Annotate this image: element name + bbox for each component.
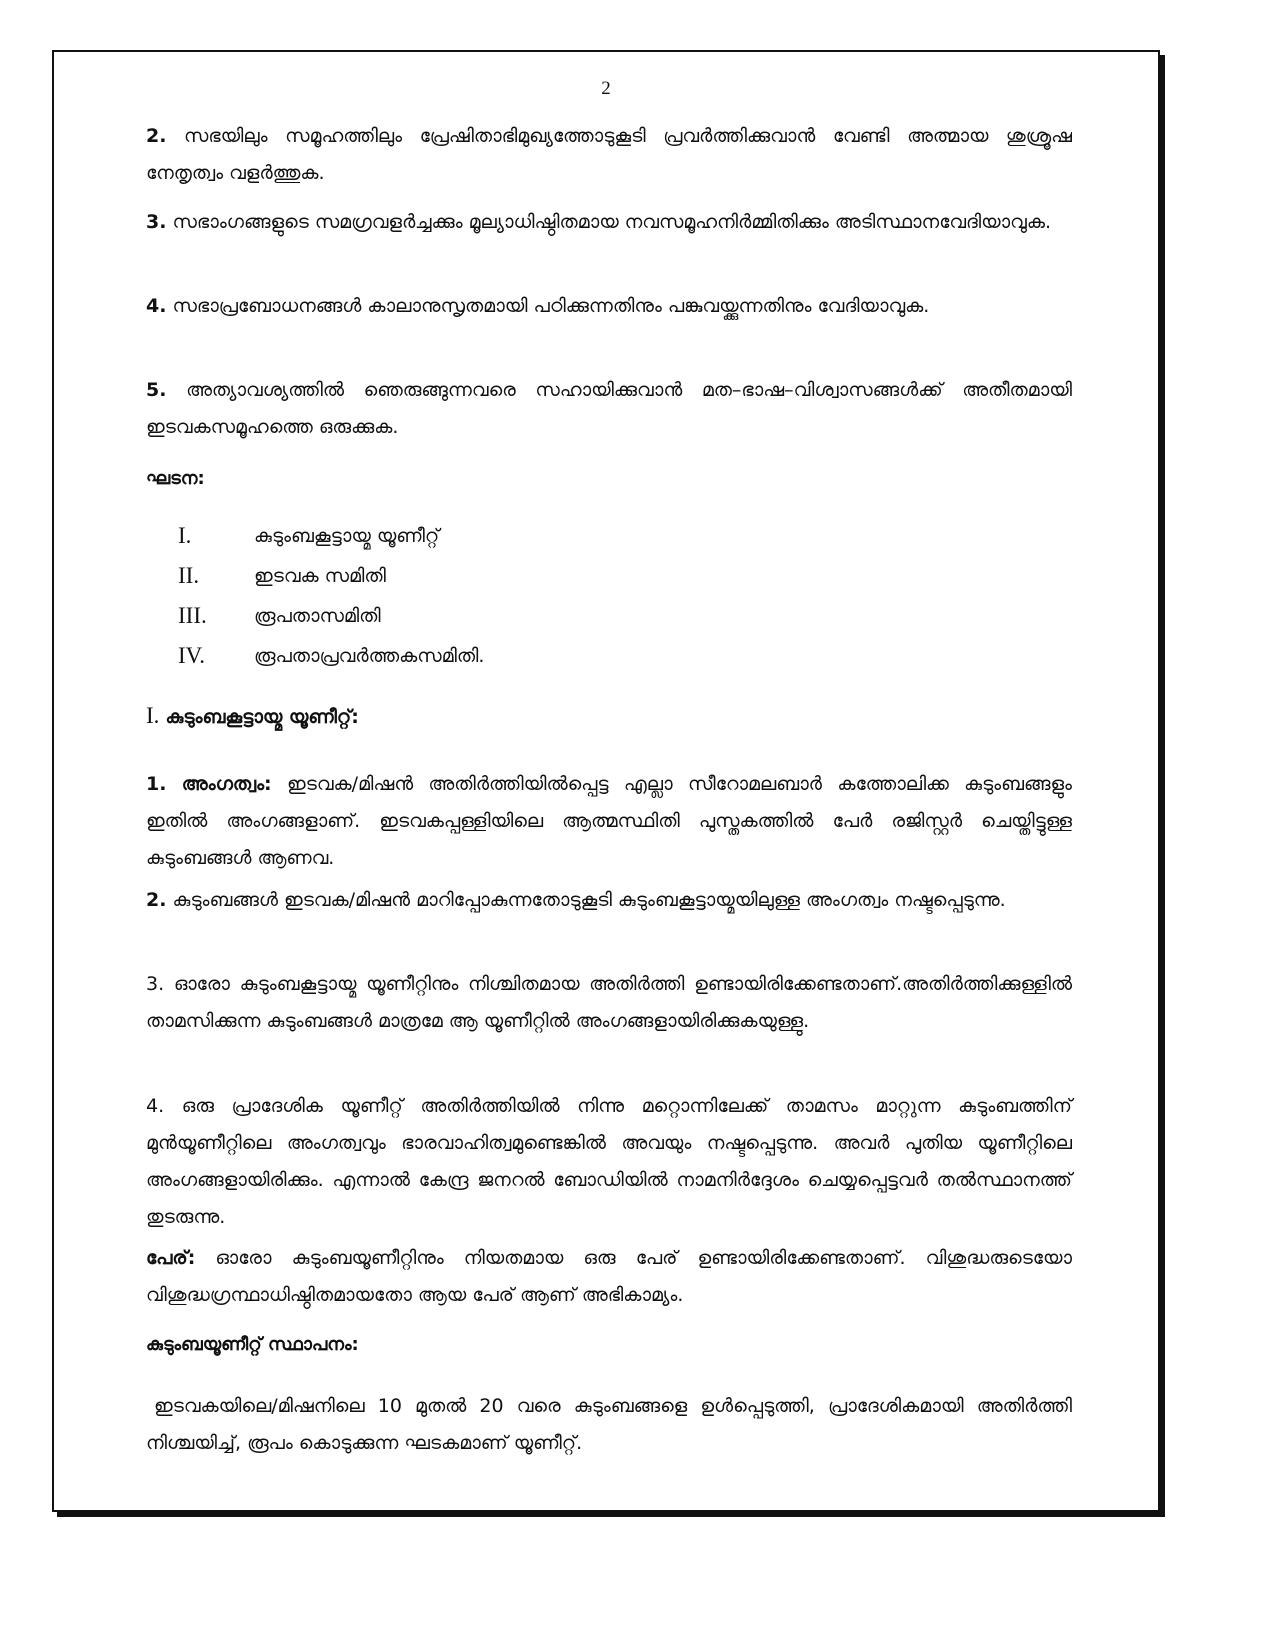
list-item: [146, 636, 1072, 676]
section-title-text: കുടുംബകൂട്ടായ്മ യൂണീറ്റ്:: [165, 706, 359, 728]
paragraph-text: സഭാപ്രബോധനങ്ങൾ കാലാനുസൃതമായി പഠിക്കുന്നതിനും പങ്കുവയ്ക്കുന്നതിനും വേദിയാവുക.: [172, 295, 930, 317]
establishment-heading: കുടുംബയൂണീറ്റ് സ്ഥാപനം:: [146, 1334, 359, 1355]
paragraph-text: സഭയിലും സമൂഹത്തിലും പ്രേഷിതാഭിമുഖ്യത്തോടുകൂടി പ്രവർത്തിക്കുവാൻ വേണ്ടി അത്മായ ശുശ്രൂഷ നേതൃത്വം വളർത്തുക.: [146, 125, 1072, 184]
paragraph-number: 2.: [146, 125, 167, 147]
section-paragraph-4: [146, 1088, 1072, 1236]
roman-numeral: II.: [178, 563, 200, 588]
list-item-text: രൂപതാസമിതി: [254, 605, 381, 627]
paragraph-text: ഓരോ കുടുംബയൂണീറ്റിനും നിയതമായ ഒരു പേര് ഉണ്ടായിരിക്കേണ്ടതാണ്. വിശുദ്ധരുടെയോ വിശുദ്ധഗ്രന്ഥാധിഷ്ഠിതമായതോ ആയ പേര് ആണ് അഭികാമ്യം.: [146, 1247, 1072, 1306]
membership-label: അംഗത്വം:: [181, 773, 272, 795]
establishment-paragraph: ഇടവകയിലെ/മിഷനിലെ 10 മുതൽ 20 വരെ കുടുംബങ്ങളെ ഉൾപ്പെടുത്തി, പ്രാദേശികമായി അതിർത്തി നിശ്ചയിച്ച്, രൂപം കൊടുക്കുന്ന ഘടകമാണ് യൂണീറ്റ്.: [146, 1395, 1072, 1454]
paragraph-4: [146, 288, 1072, 325]
list-item: [146, 556, 1072, 596]
paragraph-number: 4.: [146, 295, 167, 317]
name-label: പേര്:: [146, 1247, 196, 1269]
paragraph-number: 5.: [146, 379, 167, 401]
roman-numeral: I.: [178, 523, 192, 548]
section-title: [146, 696, 359, 737]
structure-heading: ഘടന:: [146, 468, 205, 489]
paragraph-5: [146, 372, 1072, 446]
paragraph-number: 3.: [146, 973, 165, 995]
membership-paragraph: [146, 766, 1072, 877]
list-item-text: ഇടവക സമിതി: [254, 565, 386, 587]
roman-numeral: III.: [178, 603, 207, 628]
section-paragraph-2: [146, 882, 1072, 919]
structure-list: [146, 516, 1072, 676]
paragraph-text: ഓരോ കുടുംബകൂട്ടായ്മ യൂണീറ്റിനും നിശ്ചിതമായ അതിർത്തി ഉണ്ടായിരിക്കേണ്ടതാണ്.അതിർത്തിക്കുള്ളിൽ താമസിക്കുന്ന കുടുംബങ്ങൾ മാത്രമേ ആ യൂണീറ്റിൽ അംഗങ്ങളായിരിക്കുകയുള്ളു.: [146, 973, 1072, 1032]
paragraph-3: [146, 204, 1072, 241]
paragraph-2: [146, 118, 1072, 192]
section-paragraph-3: [146, 966, 1072, 1040]
list-item: [146, 516, 1072, 556]
paragraph-number: 4.: [146, 1095, 165, 1117]
roman-numeral: IV.: [178, 643, 206, 668]
list-item: [146, 596, 1072, 636]
page-frame: [52, 50, 1160, 1512]
list-item-text: കുടുംബകൂട്ടായ്മ യൂണീറ്റ്: [254, 525, 440, 547]
page-number: 2: [601, 78, 611, 99]
paragraph-number: 2.: [146, 889, 167, 911]
paragraph-text: അത്യാവശ്യത്തിൽ ഞെരുങ്ങുന്നവരെ സഹായിക്കുവാൻ മത–ഭാഷ–വിശ്വാസങ്ങൾക്ക് അതീതമായി ഇടവകസമൂഹത്തെ ഒരുക്കുക.: [146, 379, 1072, 438]
section-roman: I.: [146, 703, 160, 728]
paragraph-number: 1.: [146, 773, 167, 795]
name-paragraph: [146, 1240, 1072, 1314]
list-item-text: രൂപതാപ്രവർത്തകസമിതി.: [254, 645, 485, 667]
paragraph-text: കുടുംബങ്ങൾ ഇടവക/മിഷൻ മാറിപ്പോകുന്നതോടുകൂടി കുടുംബകൂട്ടായ്മയിലുള്ള അംഗത്വം നഷ്ടപ്പെടുന്നു.: [172, 889, 1006, 911]
paragraph-text: സഭാംഗങ്ങളുടെ സമഗ്രവളർച്ചക്കും മൂല്യാധിഷ്ഠിതമായ നവസമൂഹനിർമ്മിതിക്കും അടിസ്ഥാനവേദിയാവുക.: [172, 211, 1051, 233]
paragraph-text: ഒരു പ്രാദേശിക യൂണീറ്റ് അതിർത്തിയിൽ നിന്നു മറ്റൊന്നിലേക്ക് താമസം മാറ്റുന്ന കുടുംബത്തിന് മുൻയൂണീറ്റിലെ അംഗത്വവും ഭാരവാഹിത്വമുണ്ടെങ്കിൽ അവയും നഷ്ടപ്പെടുന്നു. അവർ പുതിയ യൂണീറ്റിലെ അംഗങ്ങളായിരിക്കും. എന്നാൽ കേന്ദ്ര ജനറൽ ബോഡിയിൽ നാമനിർദ്ദേശം ചെയ്യപ്പെട്ടവർ തൽസ്ഥാനത്ത് തുടരുന്നു.: [146, 1095, 1072, 1228]
paragraph-text: ഇടവക/മിഷൻ അതിർത്തിയിൽപ്പെട്ട എല്ലാ സീറോമലബാർ കത്തോലിക്ക കുടുംബങ്ങളും ഇതിൽ അംഗങ്ങളാണ്. ഇടവകപ്പള്ളിയിലെ ആത്മസ്ഥിതി പുസ്തകത്തിൽ പേർ രജിസ്റ്റർ ചെയ്തിട്ടുള്ള കുടുംബങ്ങൾ ആണവ.: [146, 773, 1072, 869]
paragraph-number: 3.: [146, 211, 167, 233]
